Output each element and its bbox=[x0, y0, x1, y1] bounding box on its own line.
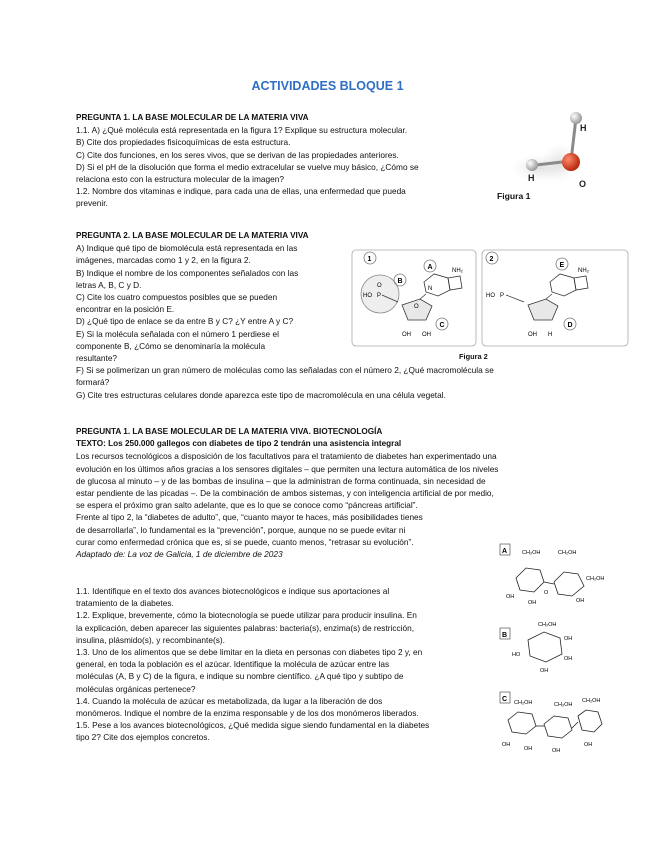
group-label: CH₂OH bbox=[586, 576, 605, 582]
sugar-structures-figure bbox=[498, 540, 606, 760]
fig2-marker: 1 bbox=[367, 256, 372, 263]
atom-label: NH₂ bbox=[578, 268, 589, 274]
q2-line: D) ¿Qué tipo de enlace se da entre B y C? ¿Y entre A y C? bbox=[76, 316, 294, 327]
q1-line: relaciona esto con la estructura molecular de la imagen? bbox=[76, 174, 284, 185]
oxygen-atom bbox=[562, 153, 580, 171]
fig2-marker: C bbox=[439, 322, 445, 329]
text-line: de glucosa al minuto – y de las bombas de insulina – que la administran de forma continuada, sin necesidad de bbox=[76, 475, 486, 486]
q2-line: letras A, B, C y D. bbox=[76, 279, 142, 290]
q3-line: 1.3. Uno de los alimentos que se debe limitar en la dieta en personas con diabetes tipo 2 y, en bbox=[76, 647, 423, 658]
q2-line: componente B, ¿Cómo se denominaría la molécula bbox=[76, 340, 266, 351]
q2-line: formará? bbox=[76, 377, 110, 388]
fig3-marker: B bbox=[502, 632, 508, 639]
sugar-c bbox=[500, 692, 602, 754]
fig3-marker: A bbox=[502, 548, 508, 555]
q3-line: monómeros. Indique el nombre de la enzima responsable y de los dos monómeros liberados. bbox=[76, 708, 419, 719]
text-line: evolución en los últimos años gracias a los sensores digitales – que permiten una lectura automática de los niveles bbox=[76, 463, 499, 474]
atom-label: H bbox=[528, 173, 535, 183]
q2-line: G) Cite tres estructuras celulares donde aparezca este tipo de macromolécula en una célula vegetal. bbox=[76, 389, 446, 400]
atom-label: N bbox=[428, 286, 433, 292]
text-line: Frente al tipo 2, la “diabetes de adulto”, que, “cuanto mayor te haces, más posibilidades tienes bbox=[76, 512, 423, 523]
atom-label: O bbox=[377, 283, 382, 289]
group-label: OH bbox=[502, 742, 511, 748]
q2-line: encontrar en la posición E. bbox=[76, 304, 175, 315]
atom-label: NH₂ bbox=[452, 268, 463, 274]
atom-label: OH bbox=[528, 332, 537, 338]
group-label: OH bbox=[540, 668, 549, 674]
group-label: OH bbox=[564, 636, 573, 642]
atom-label: O bbox=[579, 179, 587, 189]
q2-line: B) Indique el nombre de los componentes señalados con las bbox=[76, 267, 299, 278]
sugar-b bbox=[500, 622, 572, 674]
fig2-marker: B bbox=[397, 278, 403, 285]
atom-label: HO bbox=[363, 293, 372, 299]
source-line: Adaptado de: La voz de Galicia, 1 de diciembre de 2023 bbox=[76, 549, 283, 560]
group-label: CH₂OH bbox=[522, 550, 541, 556]
group-label: O bbox=[544, 590, 549, 596]
atom-label: OH bbox=[422, 332, 431, 338]
atom-label: H bbox=[548, 332, 553, 338]
q2-line: resultante? bbox=[76, 353, 118, 364]
q3-line: 1.1. Identifique en el texto dos avances biotecnológicos e indique sus aportaciones al bbox=[76, 586, 390, 596]
group-label: CH₂OH bbox=[538, 622, 557, 628]
question-2-heading: PREGUNTA 2. LA BASE MOLECULAR DE LA MATERIA VIVA bbox=[76, 231, 309, 240]
hydrogen-atom bbox=[526, 159, 538, 171]
fig2-marker: E bbox=[559, 262, 565, 269]
fig2-marker: D bbox=[567, 322, 573, 329]
text-heading: TEXTO: Los 250.000 gallegos con diabetes de tipo 2 tendrán una asistencia integral bbox=[76, 439, 402, 449]
atom-label: O bbox=[414, 304, 419, 310]
atom-label: P bbox=[500, 293, 505, 299]
figure-2-label: Figura 2 bbox=[459, 352, 488, 361]
group-label: HO bbox=[512, 652, 521, 658]
sugar-a bbox=[500, 544, 604, 606]
q1-line: C) Cite dos funciones, en los seres vivos, que se derivan de las propiedades anteriores. bbox=[76, 149, 399, 160]
fig2-marker: A bbox=[427, 264, 433, 271]
group-label: CH₂OH bbox=[554, 702, 573, 708]
group-label: OH bbox=[524, 746, 533, 752]
q3-line: 1.2. Explique, brevemente, cómo la biotecnología se puede utilizar para producir insulina. En bbox=[76, 610, 417, 621]
text-line: Los recursos tecnológicos a disposición de los facultativos para el tratamiento de diabetes han experimentado una bbox=[76, 451, 497, 462]
nucleotide-1 bbox=[361, 252, 464, 338]
q1-line: 1.2. Nombre dos vitaminas e indique, para cada una de ellas, una enfermedad que pueda bbox=[76, 186, 406, 197]
q1-line: D) Si el pH de la disolución que forma el medio extracelular se vuelve muy básico, ¿Cómo se bbox=[76, 161, 419, 172]
question-3-heading: PREGUNTA 1. LA BASE MOLECULAR DE LA MATERIA VIVA. BIOTECNOLOGÍA bbox=[76, 427, 383, 436]
q3-line: la explicación, deben aparecer las siguientes palabras: bacteria(s), enzima(s) de restricción, bbox=[76, 622, 415, 633]
q2-line: imágenes, marcadas como 1 y 2, en la figura 2. bbox=[76, 255, 251, 266]
q2-line: C) Cite los cuatro compuestos posibles que se pueden bbox=[76, 292, 278, 303]
atom-label: P bbox=[377, 293, 382, 299]
q3-line: 1.5. Pese a los avances biotecnológicos, ¿Qué medida sigue siendo fundamental en la diabetes bbox=[76, 720, 430, 731]
group-label: OH bbox=[552, 748, 561, 754]
q3-line: moléculas (A, B y C) de la figura, e indique su nombre científico. ¿A qué tipo y subtipo de bbox=[76, 671, 404, 682]
page-title: ACTIVIDADES BLOQUE 1 bbox=[251, 79, 404, 93]
q2-line: E) Si la molécula señalada con el número 1 perdiese el bbox=[76, 328, 279, 339]
q2-line: F) Si se polimerizan un gran número de moléculas como las señaladas con el número 2, ¿Qué macromolécula se bbox=[76, 365, 494, 376]
q3-line: 1.4. Cuando la molécula de azúcar es metabolizada, da lugar a la liberación de dos bbox=[76, 695, 383, 706]
q1-line: 1.1. A) ¿Qué molécula está representada en la figura 1? Explique su estructura molecular. bbox=[76, 125, 408, 136]
question-3-block bbox=[76, 426, 498, 560]
group-label: OH bbox=[584, 742, 593, 748]
group-label: CH₂OH bbox=[558, 550, 577, 556]
question-1-block bbox=[76, 112, 419, 210]
group-label: CH₂OH bbox=[582, 698, 601, 704]
q3-line: general, en toda la población es el azúcar. Identifique la molécula de azúcar entre las bbox=[76, 659, 390, 670]
group-label: CH₂OH bbox=[514, 700, 533, 706]
group-label: OH bbox=[576, 598, 585, 604]
nucleotide-figure bbox=[352, 250, 628, 348]
q2-line: A) Indique qué tipo de biomolécula está representada en las bbox=[76, 243, 298, 254]
atom-label: H bbox=[580, 123, 587, 133]
q1-line: prevenir. bbox=[76, 198, 108, 209]
fig3-marker: C bbox=[502, 696, 508, 703]
question-3-subquestions bbox=[76, 585, 429, 744]
atom-label: HO bbox=[486, 293, 495, 299]
q3-line: insulina, plásmido(s), y recombinante(s). bbox=[76, 634, 225, 645]
group-label: OH bbox=[528, 600, 537, 606]
group-label: OH bbox=[564, 656, 573, 662]
figure-1-label: Figura 1 bbox=[497, 191, 531, 201]
water-molecule-figure bbox=[500, 110, 587, 190]
text-line: curar como enfermedad crónica que es, si se puede, cuanto menos, “retrasar su evolución”. bbox=[76, 536, 414, 547]
q3-line: tipo 2? Cite dos ejemplos concretos. bbox=[76, 732, 210, 743]
text-line: estar pendiente de las picadas –. De la combinación de ambos sistemas, y con inteligencia artificial de por medio, bbox=[76, 488, 494, 499]
fig2-marker: 2 bbox=[489, 256, 494, 263]
text-line: se espera el próximo gran salto adelante, que es lo que se conoce como “páncreas artificial”. bbox=[76, 500, 418, 511]
q3-line: moléculas orgánicas pertenece? bbox=[76, 683, 196, 694]
atom-label: OH bbox=[402, 332, 411, 338]
q3-line: tratamiento de la diabetes. bbox=[76, 598, 174, 609]
q1-line: B) Cite dos propiedades fisicoquímicas de esta estructura. bbox=[76, 137, 291, 148]
group-label: OH bbox=[506, 594, 515, 600]
question-1-heading: PREGUNTA 1. LA BASE MOLECULAR DE LA MATERIA VIVA bbox=[76, 113, 309, 122]
text-line: de desarrollarla”, lo fundamental es la “prevención”, porque, aunque no se puede evitar ni bbox=[76, 524, 406, 535]
